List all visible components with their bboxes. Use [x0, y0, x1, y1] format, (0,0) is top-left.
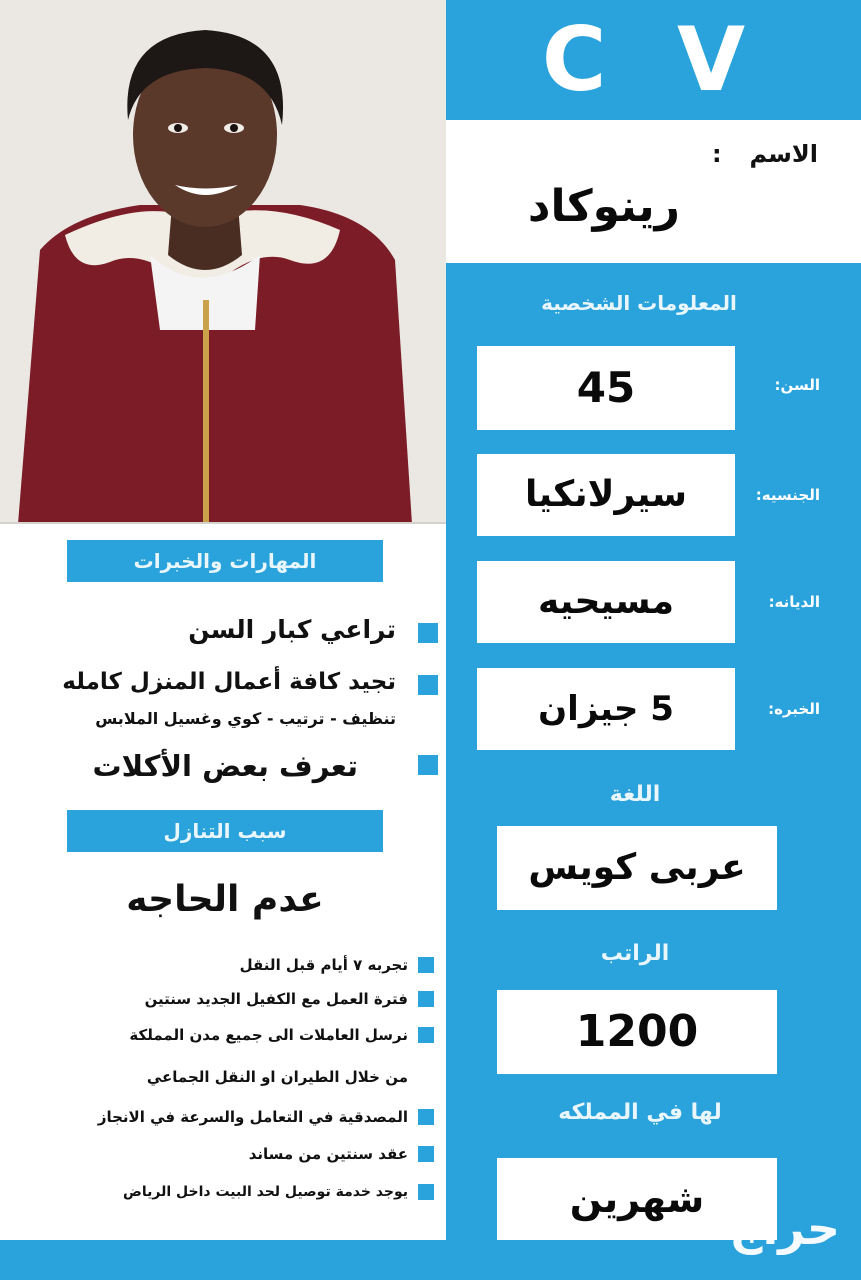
transfer-reason-heading: سبب التنازل — [67, 810, 383, 852]
term-item: عقد سنتين من مساند — [248, 1145, 408, 1163]
skill-item: تراعي كبار السن — [188, 615, 396, 644]
bullet-icon — [418, 755, 438, 775]
name-separator: : — [712, 140, 722, 168]
experience-value: 5 جيزان — [477, 668, 735, 750]
term-item: فترة العمل مع الكفيل الجديد سنتين — [144, 990, 408, 1008]
bullet-icon — [418, 1027, 434, 1043]
bullet-icon — [418, 1146, 434, 1162]
skill-item: تعرف بعض الأكلات — [92, 749, 358, 783]
language-label: اللغة — [609, 782, 661, 807]
cv-title: C V — [541, 8, 766, 111]
skills-heading: المهارات والخبرات — [67, 540, 383, 582]
transfer-reason-value: عدم الحاجه — [126, 879, 324, 920]
bullet-icon — [418, 1109, 434, 1125]
skill-item: تجيد كافة أعمال المنزل كامله — [62, 669, 396, 695]
bullet-icon — [418, 957, 434, 973]
nationality-value: سيرلانكيا — [477, 454, 735, 536]
age-label: السن: — [774, 376, 820, 394]
term-item: يوجد خدمة توصيل لحد البيت داخل الرياض — [123, 1184, 408, 1200]
term-item: نرسل العاملات الى جميع مدن المملكة — [129, 1026, 408, 1044]
experience-label: الخبره: — [768, 700, 820, 718]
bullet-icon — [418, 623, 438, 643]
bullet-icon — [418, 1184, 434, 1200]
nationality-label: الجنسيه: — [755, 486, 820, 504]
language-value: عربى كويس — [497, 826, 777, 910]
name-label: الاسم — [749, 140, 818, 168]
watermark-logo: حراج — [729, 1201, 840, 1255]
in-kingdom-value: شهرين — [497, 1158, 777, 1240]
term-item: من خلال الطيران او النقل الجماعي — [146, 1068, 408, 1086]
bullet-icon — [418, 991, 434, 1007]
term-item: تجربه ٧ أيام قبل النقل — [239, 956, 408, 974]
salary-value: 1200 — [497, 990, 777, 1074]
candidate-portrait — [0, 0, 446, 524]
personal-info-heading: المعلومات الشخصية — [541, 291, 737, 315]
candidate-photo — [0, 0, 446, 524]
bullet-icon — [418, 675, 438, 695]
religion-label: الديانه: — [768, 593, 820, 611]
religion-value: مسيحيه — [477, 561, 735, 643]
term-item: المصدقية في التعامل والسرعة في الانجاز — [97, 1108, 408, 1126]
in-kingdom-label: لها في المملكه — [558, 1100, 722, 1125]
salary-label: الراتب — [600, 941, 670, 966]
age-value: 45 — [477, 346, 735, 430]
candidate-name: رينوكاد — [527, 181, 680, 232]
skill-detail: تنظيف - ترتيب - كوي وغسيل الملابس — [95, 709, 396, 728]
